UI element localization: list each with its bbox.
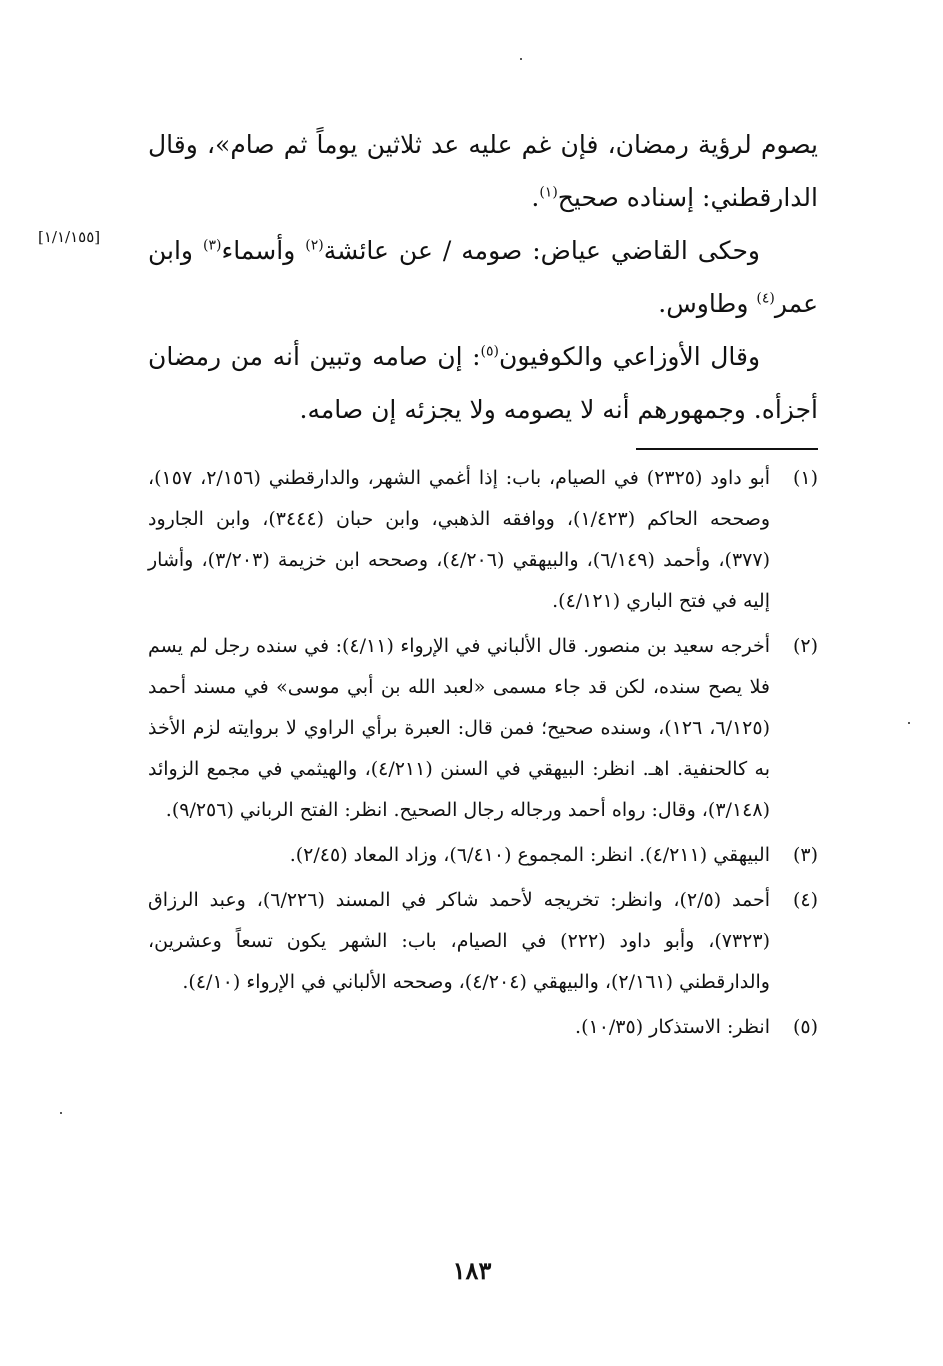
main-paragraph-3: وقال الأوزاعي والكوفيون$^{(٥)}$: إن صامه وتبين أنه من رمضان أجزأه. وجمهورهم أنه لا يصومه ولا يجزئه إن صامه. [148,342,818,424]
footnote-number: (١) [792,467,818,489]
footnote [148,626,818,831]
footnote [148,835,818,876]
main-paragraph-1: يصوم لرؤية رمضان، فإن غم عليه عد ثلاثين يوماً ثم صام»، وقال الدارقطني: إسناده صحيح$^{(١)}$. [148,130,818,212]
footnote-ref-3: (٣) [203,237,222,254]
footnote [148,458,818,622]
footnote-text: انظر: الاستذكار (١٠/٣٥). [575,1016,770,1038]
footnote [148,1007,818,1048]
scan-speck [60,1112,62,1114]
footnote-ref-4: (٤) [756,290,775,307]
footnote-number: (٣) [792,844,818,866]
footnote-ref-1: (١) [539,184,558,201]
footnote-number: (٢) [792,635,818,657]
footnote [148,880,818,1003]
footnote-text: أخرجه سعيد بن منصور. قال الألباني في الإرواء (٤/١١): في سنده رجل لم يسم فلا يصح سنده، لكن قد جاء مسمى «لعبد الله بن أبي موسى» في مسند أحمد (٦/١٢٥، ١٢٦)، وسنده صحيح؛ فمن قال: العبرة برأي الراوي لا بروايته لزم الأخذ به كالحنفية. اهـ. انظر: البيهقي في السنن (٤/٢١١)، والهيثمي في مجمع الزوائد (٣/١٤٨)، وقال: رواه أحمد ورجاله رجال الصحيح. انظر: الفتح الرباني (٩/٢٥٦). [148,635,771,821]
page-number: ١٨٣ [452,1256,492,1285]
footnote-number: (٤) [792,889,818,911]
footnote-text: أبو داود (٢٣٢٥) في الصيام، باب: إذا أغمي الشهر، والدارقطني (٢/١٥٦، ١٥٧)، وصححه الحاكم (١/٤٢٣)، ووافقه الذهبي، وابن حبان (٣٤٤٤)، وابن الجارود (٣٧٧)، وأحمد (٦/١٤٩)، والبيهقي (٤/٢٠٦)، وصححه ابن خزيمة (٣/٢٠٣)، وأشار إليه في فتح الباري (٤/١٢١). [148,467,771,612]
scan-speck [908,722,910,724]
footnote-ref-2: (٢) [305,237,324,254]
main-paragraph-2: وحكى القاضي عياض: صومه / عن عائشة$^{(٢)}$ وأسماء$^{(٣)}$ وابن عمر$^{(٤)}$ وطاوس. [148,236,818,318]
footnotes [148,458,818,1052]
scan-speck [520,58,522,60]
footnote-text: البيهقي (٤/٢١١). انظر: المجموع (٦/٤١٠)، وزاد المعاد (٢/٤٥). [289,844,770,866]
main-text [148,118,818,436]
footnote-separator [636,448,818,450]
footnote-number: (٥) [792,1016,818,1038]
manuscript-folio-reference: [١/١/١٥٥] [38,228,101,246]
footnote-ref-5: (٥) [480,343,499,360]
footnote-text: أحمد (٢/٥)، وانظر: تخريجه لأحمد شاكر في المسند (٦/٢٢٦)، وعبد الرزاق (٧٣٢٣)، وأبو داود (٢٢٢) في الصيام، باب: الشهر يكون تسعاً وعشرين، والدارقطني (٢/١٦١)، والبيهقي (٤/٢٠٤)، وصححه الألباني في الإرواء (٤/١٠). [148,889,770,993]
